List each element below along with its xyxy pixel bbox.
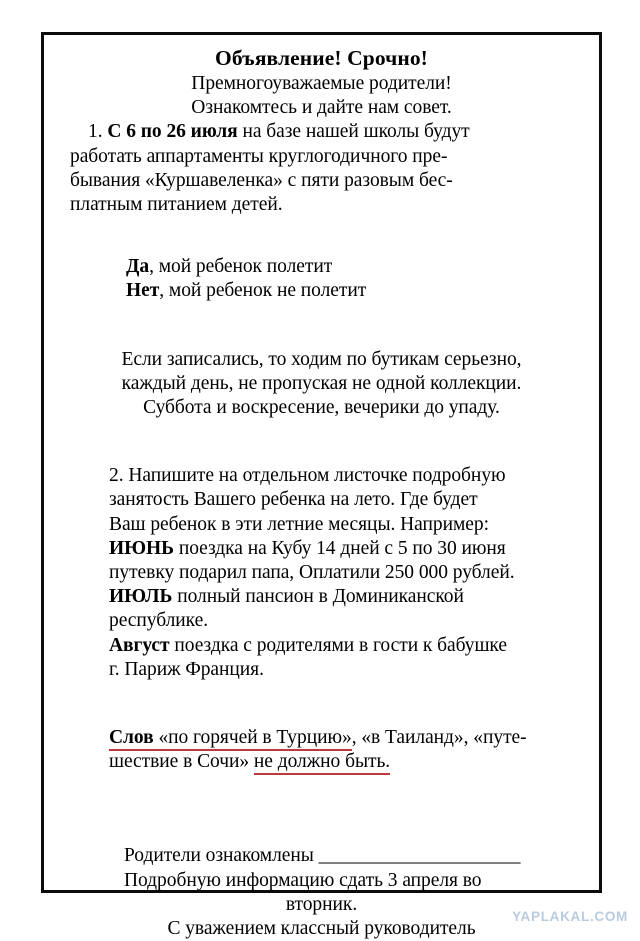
intro-block <box>62 72 581 120</box>
month-entry-august <box>109 634 581 658</box>
spacer <box>62 304 581 348</box>
parents-acknowledgement-row <box>62 844 581 868</box>
item-1-line: бывания «Куршавеленка» с пяти разовым бес- <box>70 169 453 191</box>
answer-options-block <box>62 255 581 303</box>
item-2-intro-line: 2. Напишите на отдельном листочке подробную <box>109 465 506 487</box>
item-2-intro-line: Ваш ребенок в эти летние месяцы. Например: <box>109 513 489 535</box>
answer-option-no-text: , мой ребенок не полетит <box>159 280 367 302</box>
intro-line: Премногоуважаемые родители! <box>191 73 452 94</box>
page-title: Объявление! Срочно! <box>215 46 428 70</box>
item-1-block <box>62 120 581 217</box>
signature-blank-field[interactable]: ______________________ <box>318 845 520 867</box>
boutique-note-line: каждый день, не пропуская не одной коллекции. <box>121 372 522 394</box>
forbidden-verdict: не должно быть. <box>254 751 390 775</box>
forbidden-line-1-tail: , «в Таиланд», «путе- <box>351 727 527 749</box>
item-2-block <box>62 464 581 682</box>
spacer <box>62 420 581 464</box>
month-text-july: республике. <box>109 610 209 632</box>
month-text-august: г. Париж Франция. <box>109 658 264 680</box>
spacer <box>62 682 581 726</box>
month-label-june: ИЮНЬ <box>109 537 174 559</box>
answer-option-yes-text: , мой ребенок полетит <box>149 256 333 278</box>
month-text-june: поездка на Кубу 14 дней с 5 по 30 июня <box>178 537 506 559</box>
spacer <box>62 818 581 844</box>
item-1-line: работать аппартаменты круглогодичного пре- <box>70 145 448 167</box>
spacer <box>62 217 581 255</box>
intro-line: Ознакомтесь и дайте нам совет. <box>191 97 452 119</box>
month-label-august: Август <box>109 634 170 656</box>
month-entry-june <box>109 537 581 561</box>
boutique-note-line: Если записались, то ходим по бутикам серьезно, <box>121 348 522 370</box>
month-label-july: ИЮЛЬ <box>109 586 173 608</box>
forbidden-line-2-head: шествие в Сочи» <box>109 751 254 773</box>
spacer <box>62 774 581 818</box>
month-text-july: полный пансион в Доминиканской <box>177 586 464 608</box>
month-entry-july <box>109 585 581 609</box>
boutique-note-block <box>62 348 581 421</box>
item-1-number: 1. <box>88 121 103 143</box>
item-1-first-line <box>62 120 581 144</box>
answer-option-yes-label: Да <box>126 256 150 278</box>
deadline-line: вторник. <box>285 893 358 915</box>
item-1-line-tail: на базе нашей школы будут <box>242 121 470 143</box>
forbidden-keyword: Слов <box>109 727 154 751</box>
item-1-dates: С 6 по 26 июля <box>107 121 238 143</box>
item-1-line: платным питанием детей. <box>70 194 283 216</box>
forbidden-phrases-line-2 <box>109 750 581 774</box>
answer-option-no[interactable] <box>62 279 581 303</box>
item-2-intro-line: занятость Вашего ребенка на лето. Где будет <box>109 489 478 511</box>
signature-line: С уважением классный руководитель <box>167 918 476 940</box>
forbidden-phrases-line-1 <box>109 726 581 750</box>
parents-acknowledgement-label: Родители ознакомлены <box>124 845 314 867</box>
forbidden-phrases-block <box>62 726 581 774</box>
answer-option-yes[interactable] <box>62 255 581 279</box>
boutique-note-line: Суббота и воскресение, вечерики до упаду. <box>143 397 500 419</box>
forbidden-quote-1: «по горячей в Турцию» <box>154 727 352 751</box>
answer-option-no-label: Нет <box>126 280 160 302</box>
month-text-august: поездка с родителями в гости к бабушке <box>174 634 507 656</box>
month-text-june: путевку подарил папа, Оплатили 250 000 рублей. <box>109 562 515 584</box>
footer-block <box>62 844 581 941</box>
deadline-line: Подробную информацию сдать 3 апреля во <box>124 869 482 891</box>
watermark: YAPLAKAL.COM <box>512 909 628 924</box>
